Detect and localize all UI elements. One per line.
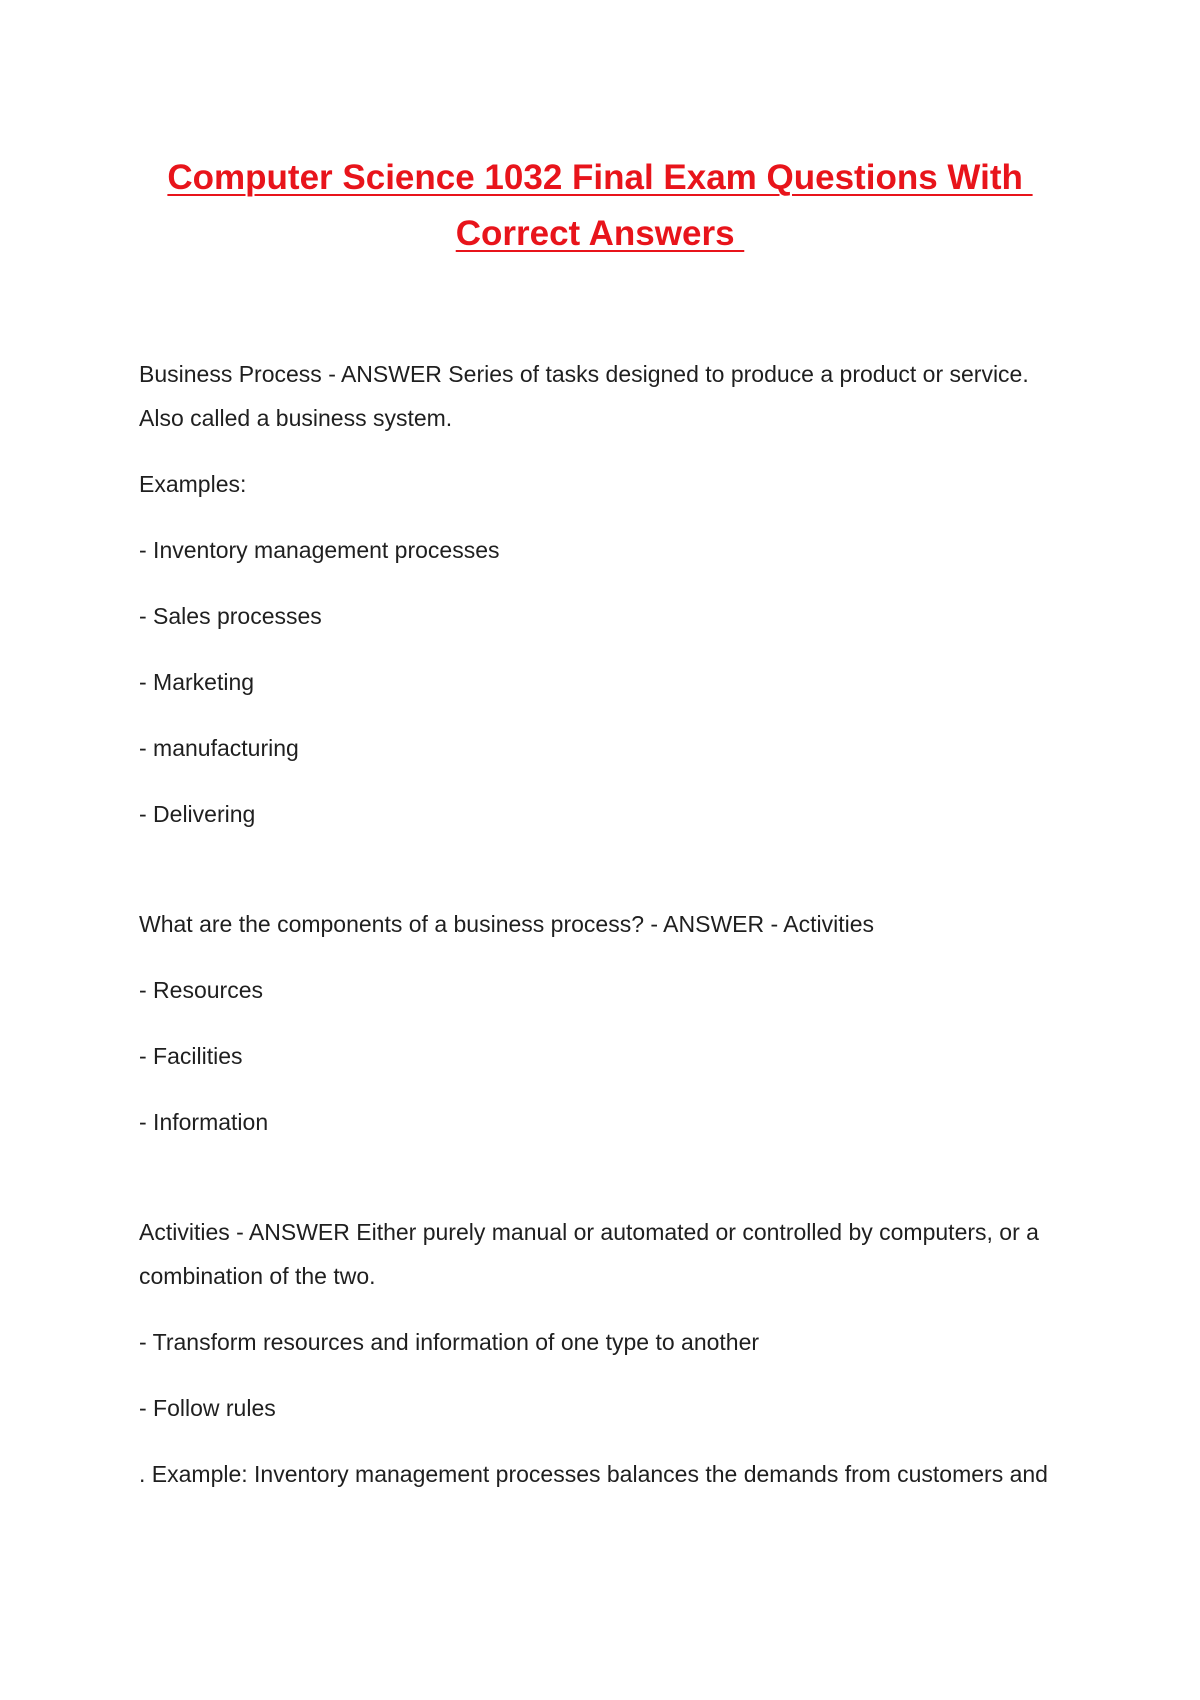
list-item: - Sales processes [139, 603, 322, 629]
list-item: - Facilities [139, 1043, 243, 1069]
list-item: - Inventory management processes [139, 537, 500, 563]
list-item: - Delivering [139, 801, 256, 827]
components-question: What are the components of a business process? - ANSWER - Activities [139, 911, 875, 937]
business-process-definition-line-2: Also called a business system. [139, 405, 453, 431]
section-components [139, 902, 1079, 1144]
activities-definition-line-1: Activities - ANSWER Either purely manual or automated or controlled by computers, or a [139, 1219, 1039, 1245]
example-line: . Example: Inventory management processes balances the demands from customers and [139, 1461, 1048, 1487]
document-body [139, 352, 1079, 1496]
list-item: - Transform resources and information of one type to another [139, 1329, 760, 1355]
list-item: - Marketing [139, 669, 255, 695]
document-title [0, 150, 1200, 262]
title-line-1: Computer Science 1032 Final Exam Questions With [167, 158, 1033, 197]
list-item: - Follow rules [139, 1395, 276, 1421]
list-item: - Information [139, 1109, 269, 1135]
list-item: - manufacturing [139, 735, 299, 761]
business-process-definition-line-1: Business Process - ANSWER Series of tasks designed to produce a product or service. [139, 361, 1029, 387]
title-line-2: Correct Answers [455, 214, 745, 253]
list-item: - Resources [139, 977, 263, 1003]
section-business-process [139, 352, 1079, 836]
activities-definition-line-2: combination of the two. [139, 1263, 376, 1289]
examples-label: Examples: [139, 471, 247, 497]
section-activities [139, 1210, 1079, 1496]
